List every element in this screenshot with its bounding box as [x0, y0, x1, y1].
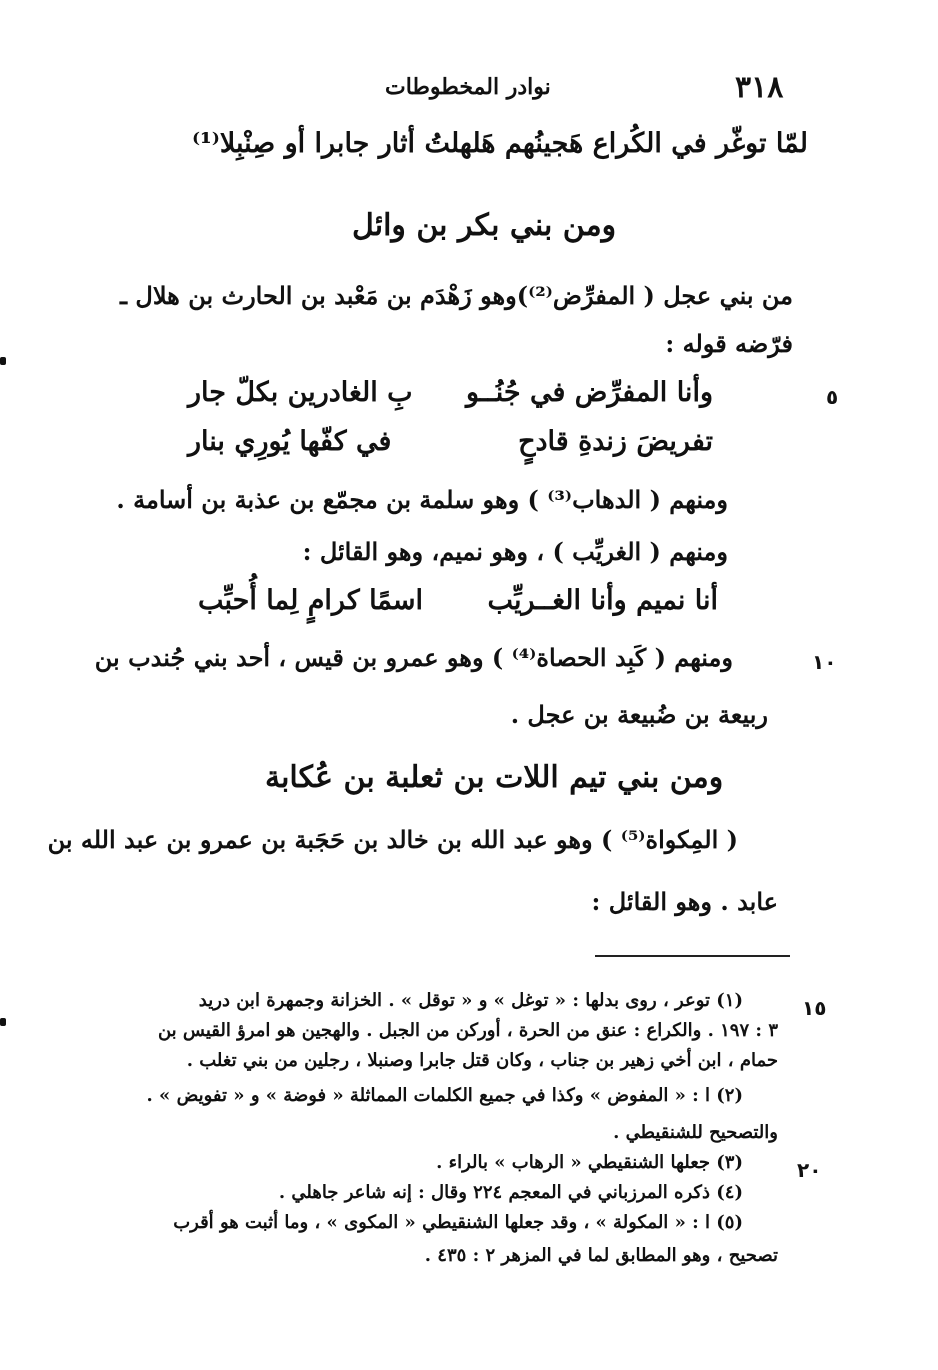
footnote-line: (٢) ا : « المفوض » وكذا في جميع الكلمات المماثلة « فوضة » و « تفويض » .	[146, 1085, 743, 1106]
page-number: ٣١٨	[735, 70, 784, 105]
footnote-line: (١) توعر ، روى بدلها : « توغل » و « توقل » . الخزانة وجمهرة ابن دريد	[198, 990, 743, 1011]
verse-hemistich: اسمًا كرامٍ لِما أُحبِّب	[198, 585, 424, 616]
verse-hemistich: وأنا المفرِّض في جُنُــو	[465, 377, 713, 408]
footnote-line: تصحيح ، وهو المطابق لما في المزهر ٢ : ٤٣٥ .	[424, 1245, 778, 1266]
verse-line	[198, 585, 718, 616]
footnote-line: حمام ، ابن أخي زهير بن جناب ، وكان قتل جابرا وصنبلا ، رجلين من بني تغلب .	[186, 1050, 778, 1071]
scan-speck	[0, 1018, 6, 1026]
verse-hemistich: في كفّها يُورِي بنار	[188, 426, 392, 457]
line-number: ١٠	[812, 650, 837, 674]
section-heading: ومن بني بكر بن وائل	[352, 208, 617, 243]
verse-line	[188, 426, 713, 457]
paragraph-line: ومنهم ( كَبِد الحصاة⁽⁴⁾ ) وهو عمرو بن قيس ، أحد بني جُندب بن	[94, 643, 733, 672]
verse-line	[188, 377, 713, 408]
footnote-line: ٣ : ١٩٧ . والكراع : عنق من الحرة ، أوركن من الجبل . والهجين هو امرؤ القيس بن	[157, 1020, 778, 1041]
footnote-line: والتصحيح للشنقيطي .	[613, 1122, 778, 1143]
scan-speck	[0, 357, 6, 365]
paragraph-line: فرّضه قوله :	[665, 329, 793, 358]
section-heading: ومن بني تيم اللات بن ثعلبة بن عُكابة	[265, 760, 724, 795]
verse-line: لمّا توغّر في الكُراع هَجينُهم هَلهلتُ أثار جابرا أو صِنْبِلا⁽¹⁾	[191, 128, 808, 159]
verse-hemistich: تفريضَ زندةِ قادحٍ	[518, 426, 713, 457]
verse-hemistich: بِ الغادرين بكلّ جار	[188, 377, 413, 408]
verse-hemistich: أنا نميم وأنا الغــريِّب	[487, 585, 718, 616]
footnote-line: (٣) جعلها الشنقيطي « الرهاب » بالراء .	[436, 1152, 743, 1173]
paragraph-line: ومنهم ( الغريِّب ) ، وهو نميم، وهو القائل :	[302, 537, 728, 566]
footnote-line: (٤) ذكره المرزباني في المعجم ٢٢٤ وقال : إنه شاعر جاهلي .	[278, 1182, 743, 1203]
line-number: ٢٠	[797, 1158, 822, 1182]
line-number: ١٥	[802, 996, 827, 1020]
paragraph-line: ( المِكواة⁽⁵⁾ ) وهو عبد الله بن خالد بن حَجَبة بن عمرو بن عبد الله بن	[47, 825, 738, 854]
footnote-line: (٥) ا : « المكولة » ، وقد جعلها الشنقيطي « المكوى » ، وما أثبت هو أقرب	[173, 1212, 743, 1233]
line-number: ٥	[826, 385, 839, 409]
paragraph-line: ربيعة بن ضُبيعة بن عجل .	[510, 700, 768, 729]
paragraph-line: ومنهم ( الدهاب⁽³⁾ ) وهو سلمة بن مجمّع بن عذبة بن أسامة .	[116, 485, 728, 514]
paragraph-line: من بني عجل ( المفرِّض⁽²⁾)وهو زَهْدَم بن مَعْبد بن الحارث بن هلال ـ	[120, 281, 793, 310]
footnote-separator	[595, 955, 790, 957]
paragraph-line: عابد . وهو القائل :	[591, 887, 778, 916]
running-title: نوادر المخطوطات	[385, 74, 551, 100]
